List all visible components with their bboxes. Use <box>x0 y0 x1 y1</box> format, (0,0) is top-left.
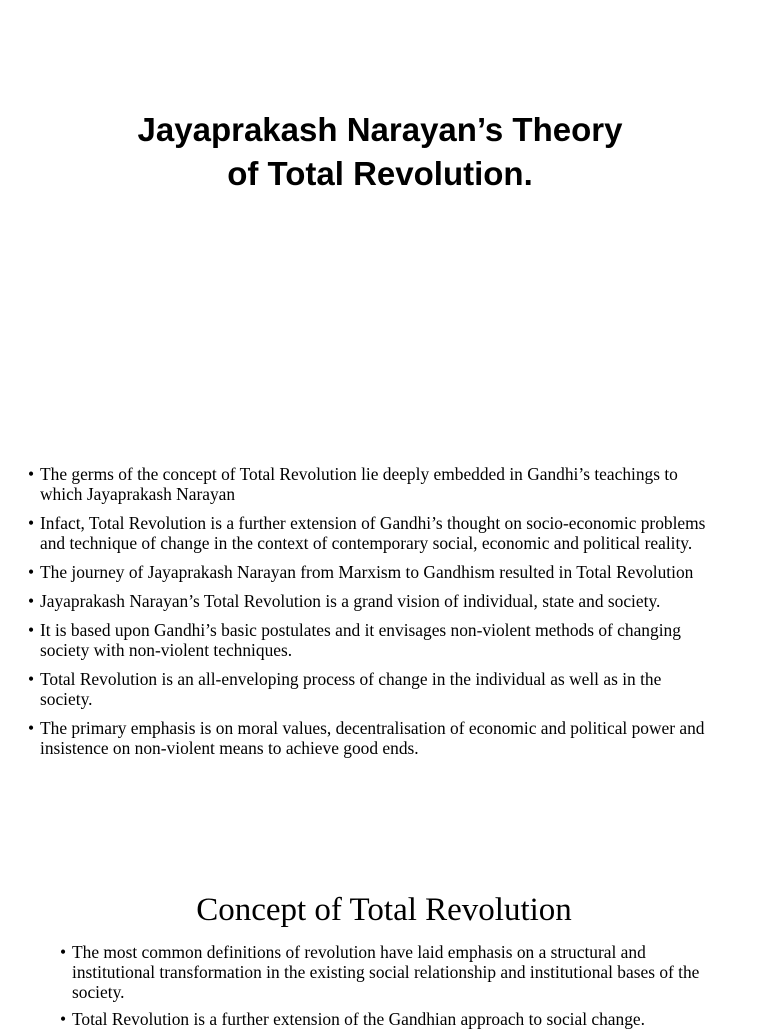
bullet-item: • Total Revolution is an all-enveloping process of change in the individual as well as in the society. <box>28 669 718 709</box>
bullet-list-overview <box>28 464 718 767</box>
bullet-item: • The primary emphasis is on moral values, decentralisation of economic and political power and insistence on non-violent means to achieve good ends. <box>28 718 718 758</box>
bullet-list-concept <box>60 942 720 1036</box>
bullet-item: • The most common definitions of revolution have laid emphasis on a structural and institutional transformation in the existing social relationship and institutional bases of the society. <box>60 942 720 1002</box>
bullet-item: • The germs of the concept of Total Revolution lie deeply embedded in Gandhi’s teachings to which Jayaprakash Narayan <box>28 464 718 504</box>
bullet-item: • Infact, Total Revolution is a further extension of Gandhi’s thought on socio-economic problems and technique of change in the context of contemporary social, economic and political reality. <box>28 513 718 553</box>
section-heading: Concept of Total Revolution <box>196 892 572 928</box>
bullet-item: • It is based upon Gandhi’s basic postulates and it envisages non-violent methods of changing society with non-violent techniques. <box>28 620 718 660</box>
bullet-item: • Jayaprakash Narayan’s Total Revolution is a grand vision of individual, state and society. <box>28 591 718 611</box>
slide-title-line-1: Jayaprakash Narayan’s Theory <box>137 111 623 148</box>
slide-title-line-2: of Total Revolution. <box>227 155 533 192</box>
bullet-item: • Total Revolution is a further extension of the Gandhian approach to social change. <box>60 1009 720 1029</box>
bullet-item: • The journey of Jayaprakash Narayan from Marxism to Gandhism resulted in Total Revolution <box>28 562 718 582</box>
slide-title <box>40 108 720 196</box>
